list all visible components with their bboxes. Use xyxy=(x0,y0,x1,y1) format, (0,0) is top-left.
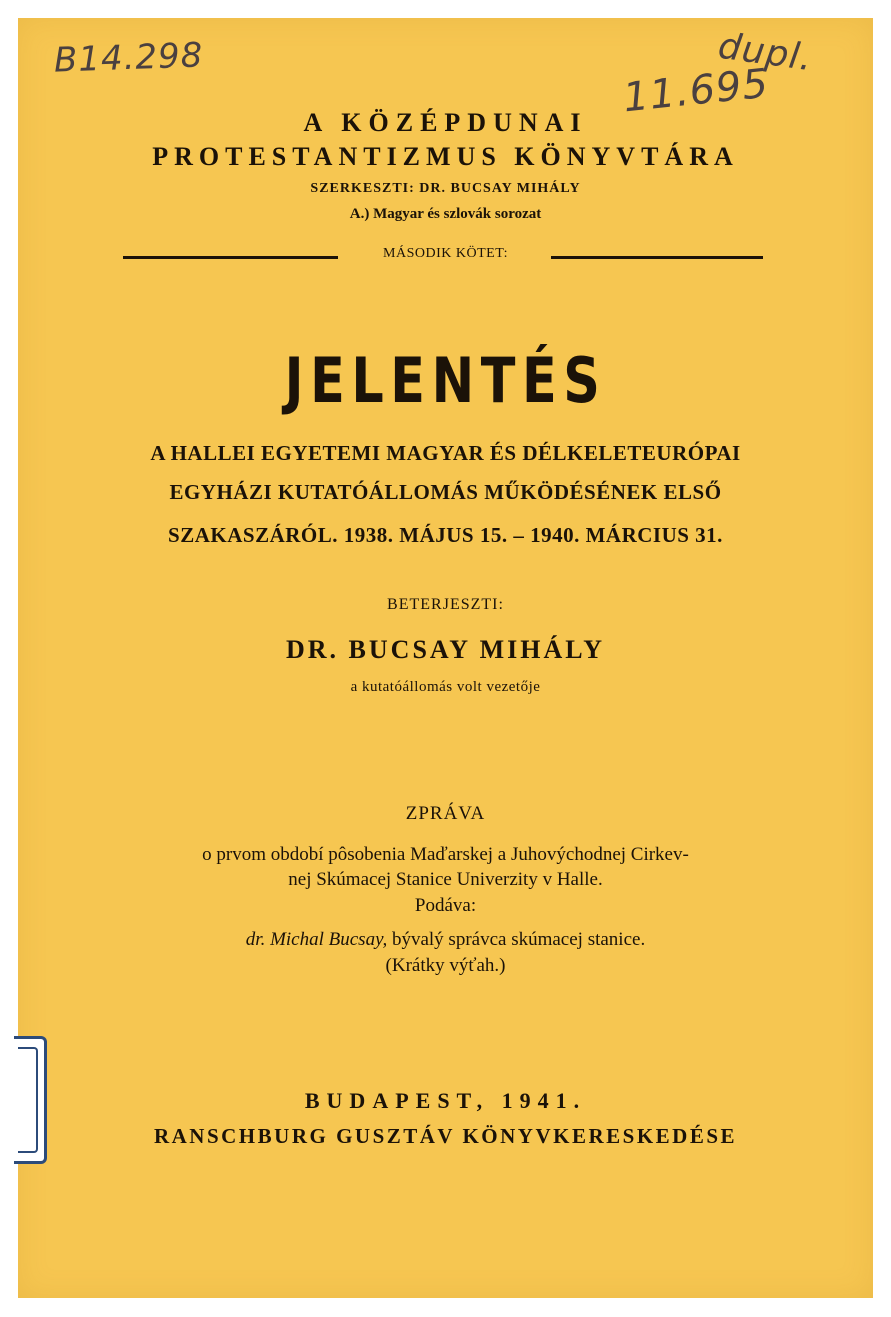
rule-right xyxy=(551,256,763,259)
slovak-author-name: dr. Michal Bucsay, xyxy=(245,929,388,950)
slovak-author-role: bývalý správca skúmacej stanice. xyxy=(387,929,646,950)
place-year: BUDAPEST, 1941. xyxy=(304,1088,587,1113)
main-title: JELENTÉS xyxy=(284,344,607,417)
subseries-name: A.) Magyar és szlovák sorozat xyxy=(349,206,542,222)
publisher: RANSCHBURG GUSZTÁV KÖNYVKERESKEDÉSE xyxy=(153,1124,738,1148)
handwritten-inventory-number: 11.695 xyxy=(620,60,771,122)
subtitle-line-1: A HALLEI EGYETEMI MAGYAR ÉS DÉLKELETEURÓPAI xyxy=(150,441,741,465)
author-role: a kutatóállomás volt vezetője xyxy=(350,679,541,695)
handwritten-note: dupl. xyxy=(715,25,816,80)
submitted-by-label: BETERJESZTI: xyxy=(387,596,504,613)
subtitle-line-3: SZAKASZÁRÓL. 1938. MÁJUS 15. – 1940. MÁRCIUS 31. xyxy=(168,523,723,547)
series-editor: SZERKESZTI: DR. BUCSAY MIHÁLY xyxy=(310,181,581,196)
slovak-heading: ZPRÁVA xyxy=(405,803,486,824)
series-title-line-2: PROTESTANTIZMUS KÖNYVTÁRA xyxy=(152,142,739,171)
slovak-author-line xyxy=(18,929,873,951)
slovak-line-3: Podáva: xyxy=(414,895,477,916)
slovak-line-1: o prvom období pôsobenia Maďarskej a Juhovýchodnej Cirkev- xyxy=(202,844,689,865)
slovak-line-5: (Krátky výťah.) xyxy=(385,955,506,976)
volume-label: MÁSODIK KÖTET: xyxy=(383,246,508,261)
author-prefix: DR. xyxy=(285,635,340,664)
subtitle-line-2: EGYHÁZI KUTATÓÁLLOMÁS MŰKÖDÉSÉNEK ELSŐ xyxy=(169,480,722,504)
author-fullname: BUCSAY MIHÁLY xyxy=(348,635,605,664)
author-name xyxy=(18,635,873,665)
handwritten-shelfmark: B14.298 xyxy=(53,35,204,81)
library-label xyxy=(14,1036,47,1164)
series-title-line-1: A KÖZÉPDUNAI xyxy=(303,108,588,137)
slovak-line-2: nej Skúmacej Stanice Univerzity v Halle. xyxy=(288,869,603,890)
book-cover xyxy=(18,18,873,1298)
